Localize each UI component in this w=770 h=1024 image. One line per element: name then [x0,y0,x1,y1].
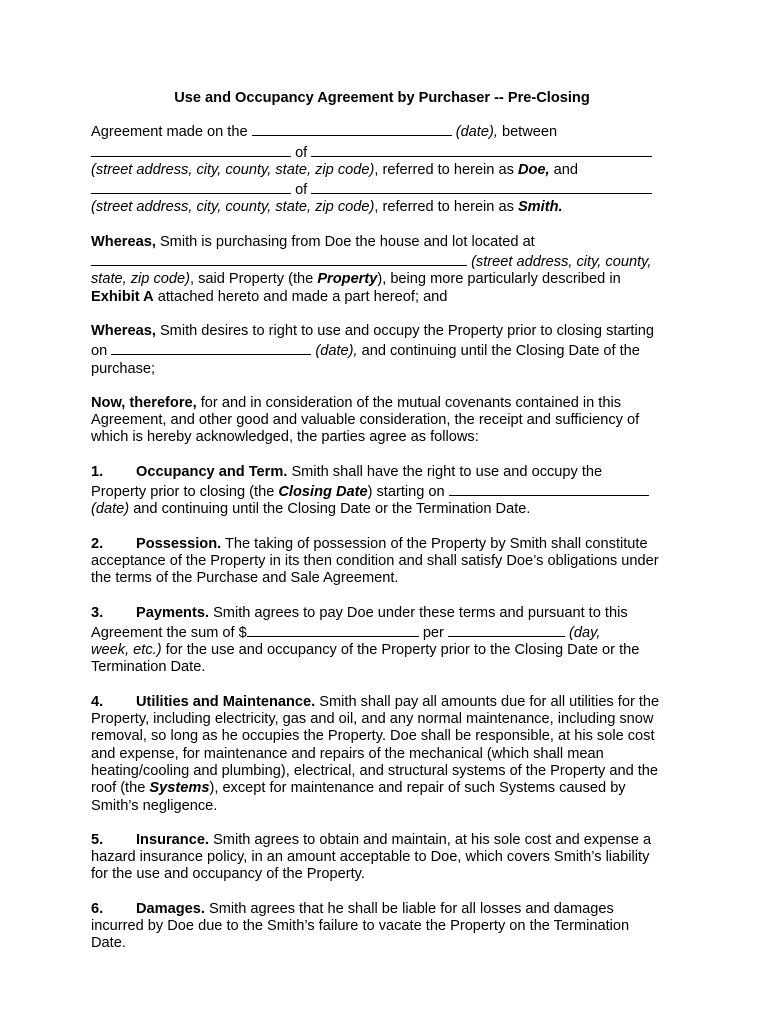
section6-text-2: incurred by Doe due to the Smith’s failure to vacate the Property on the Termination [91,917,630,934]
whereas1-text-4: attached hereto and made a part hereof; and [157,288,448,305]
section-damages [91,901,673,953]
now-therefore-paragraph [91,395,673,447]
section-heading: Possession. [136,535,222,552]
whereas1-text-1: Smith is purchasing from Doe the house and lot located at [159,233,535,250]
section-insurance [91,832,673,884]
section-occupancy-and-term [91,464,673,519]
referred-doe-text: , referred to herein as [374,161,514,178]
intro-of-2: of [295,182,308,199]
section4-text-6: roof (the [91,780,146,797]
document-title: Use and Occupancy Agreement by Purchaser -- Pre-Closing [174,90,590,106]
whereas-lead: Whereas, [91,233,156,250]
agreement-date-blank [252,121,452,136]
section3-text-2: Agreement the sum of $ [91,624,247,641]
now-therefore-lead: Now, therefore, [91,394,197,411]
smith-name-blank [91,179,291,194]
doe-defined-term: Doe, [517,161,550,178]
property-address-hint-b: state, zip code) [91,271,190,288]
intro-and: and [553,161,578,178]
occupancy-date-hint: (date) [91,501,130,518]
whereas2-on: on [91,343,108,360]
section1-text-4: and continuing until the Closing Date or the Termination Date. [133,501,531,518]
payment-amount-blank [247,622,419,637]
section-heading: Insurance. [136,831,209,848]
section-heading: Occupancy and Term. [136,463,288,480]
property-defined-term: Property [317,271,378,288]
whereas2-text-1: Smith desires to right to use and occupy the Property prior to closing starting [159,322,654,339]
section4-text-3: removal, so long as he occupies the Property. Doe shall be responsible, at his sole cost [91,728,655,745]
start-date-blank [111,340,311,355]
section-number: 5. [91,831,104,848]
property-address-blank [91,251,467,266]
property-address-hint-a: (street address, city, county, [471,254,652,271]
now-therefore-text-1: for and in consideration of the mutual covenants contained in this [200,394,621,411]
section4-text-5: heating/cooling and plumbing), electrical, and structural systems of the Property and the [91,762,659,779]
whereas-lead-2: Whereas, [91,322,156,339]
section-number: 2. [91,535,104,552]
section-utilities-and-maintenance [91,694,673,815]
section-number: 3. [91,604,104,621]
exhibit-a-reference: Exhibit A [91,288,154,305]
doe-address-blank [311,142,652,157]
section3-per: per [422,624,444,641]
section-number: 6. [91,900,104,917]
address-hint: (street address, city, county, state, zip code) [91,161,375,178]
whereas2-text-2: and continuing until the Closing Date of the [361,343,640,360]
section-payments [91,605,673,677]
section2-text-3: the terms of the Purchase and Sale Agreement. [91,570,399,587]
section3-text-4: Termination Date. [91,659,206,676]
section6-text-1: Smith agrees that he shall be liable for all losses and damages [209,900,614,917]
section6-text-3: Date. [91,935,126,952]
whereas-paragraph-2 [91,323,673,378]
intro-between: between [501,124,558,141]
section-number: 4. [91,693,104,710]
section4-text-4: and expense, for maintenance and repairs of the mechanical (which shall mean [91,745,604,762]
section4-text-2: Property, including electricity, gas and oil, and any normal maintenance, including snow [91,711,654,728]
occupancy-start-date-blank [449,481,649,496]
section5-text-3: for the use and occupancy of the Property. [91,866,365,883]
whereas1-text-3: ), being more particularly described in [377,271,621,288]
section2-text-2: acceptance of the Property in its then condition and shall satisfy Doe’s obligations under [91,552,659,569]
intro-of: of [295,144,308,161]
closing-date-defined-term: Closing Date [278,484,368,501]
section-heading: Utilities and Maintenance. [136,693,316,710]
section3-text-1: Smith agrees to pay Doe under these terms and pursuant to this [213,604,628,621]
address-hint-2: (street address, city, county, state, zip code) [91,199,375,216]
date-hint: (date), [455,124,498,141]
doe-name-blank [91,142,291,157]
section3-text-3: for the use and occupancy of the Property prior to the Closing Date or the [165,642,640,659]
document-body [91,90,673,970]
section4-text-8: Smith’s negligence. [91,797,218,814]
section-number: 1. [91,463,104,480]
payment-period-blank [448,622,565,637]
payment-period-hint-b: week, etc.) [91,642,162,659]
whereas-paragraph-1 [91,234,673,306]
section1-text-1: Smith shall have the right to use and occupy the [291,463,603,480]
whereas2-text-3: purchase; [91,360,156,377]
smith-address-blank [311,179,652,194]
section5-text-2: hazard insurance policy, in an amount acceptable to Doe, which covers Smith’s liability [91,849,650,866]
systems-defined-term: Systems [149,780,210,797]
section-heading: Payments. [136,604,210,621]
section4-text-7: ), except for maintenance and repair of such Systems caused by [209,780,626,797]
whereas1-text-2: , said Property (the [189,271,314,288]
section5-text-1: Smith agrees to obtain and maintain, at his sole cost and expense a [213,831,652,848]
smith-defined-term: Smith. [517,199,563,216]
intro-paragraph [91,121,673,216]
section-heading: Damages. [136,900,205,917]
section4-text-1: Smith shall pay all amounts due for all utilities for the [319,693,660,710]
section2-text-1: The taking of possession of the Property by Smith shall constitute [224,535,648,552]
section1-text-3: ) starting on [367,484,445,501]
referred-smith-text: , referred to herein as [374,199,514,216]
section1-text-2: Property prior to closing (the [91,484,275,501]
start-date-hint: (date), [315,343,358,360]
payment-period-hint-a: (day, [569,624,601,641]
now-therefore-text-2: Agreement, and other good and valuable consideration, the receipt and sufficiency of [91,412,640,429]
intro-made-on: Agreement made on the [91,124,248,141]
now-therefore-text-3: which is hereby acknowledged, the parties agree as follows: [91,429,479,446]
section-possession [91,536,673,588]
